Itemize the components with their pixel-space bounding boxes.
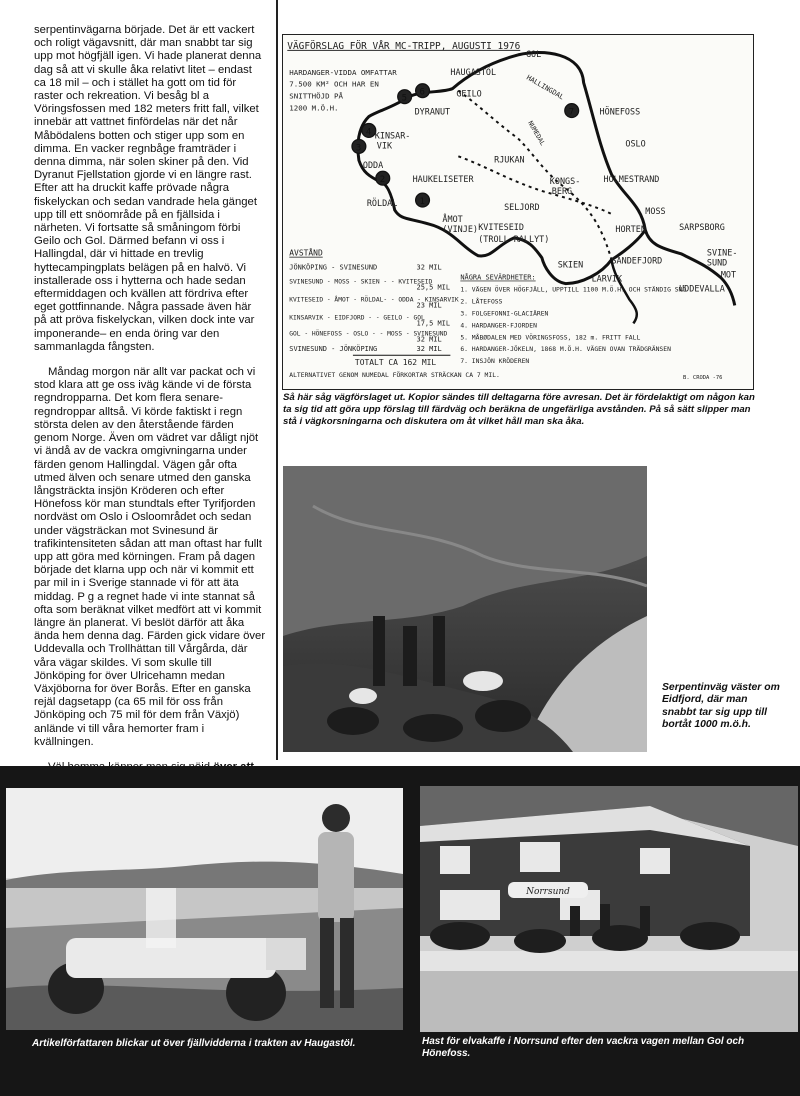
place-rjukan: RJUKAN xyxy=(494,154,525,165)
photo-serpentine-road-image xyxy=(283,466,647,752)
photo-author-haugastol-image xyxy=(6,788,403,1030)
place-svinesund-2: SUND xyxy=(706,257,728,268)
distance-value: 32 MIL xyxy=(416,335,442,344)
column-divider xyxy=(276,0,278,760)
map-title: VÄGFÖRSLAG FÖR VÅR MC-TRIPP, AUGUSTI 1976 xyxy=(287,40,521,52)
sight-item: 1. VÄGEN ÖVER HÖGFJÄLL, UPPTILL 1100 M.Ö.H. OCH STÄNDIG SNÖ xyxy=(460,286,687,294)
place-amot: ÅMOT xyxy=(442,213,463,224)
map-note-line: 1200 M.Ö.H. xyxy=(289,103,339,113)
svg-text:1: 1 xyxy=(419,197,425,208)
distance-route: KINSARVIK - EIDFJORD - - GEILO - GOL xyxy=(289,314,425,322)
photo-author-caption: Artikelförfattaren blickar ut över fjällvidderna i trakten av Haugastöl. xyxy=(32,1038,356,1049)
place-numedal: NUMEDAL xyxy=(526,119,547,148)
svg-text:7: 7 xyxy=(568,107,575,118)
place-haukeliseter: HAUKELISETER xyxy=(412,174,474,185)
distance-route: SVINESUND - JÖNKÖPING xyxy=(289,345,378,354)
place-kviteseid: KVITESEID xyxy=(478,221,524,232)
place-gol: GOL xyxy=(525,48,542,59)
route-map-drawing xyxy=(283,35,753,389)
place-larvik: LARVIK xyxy=(591,273,623,284)
svg-text:5: 5 xyxy=(401,93,408,104)
place-haugastol: HAUGASTÖL xyxy=(450,66,497,77)
place-horten: HORTEN xyxy=(615,223,646,234)
photo-serpentine-caption: Serpentinväg väster om Eidfjord, där man snabbt tar sig upp till bortåt 1000 m.ö.h. xyxy=(662,682,780,731)
distance-value: 23 MIL xyxy=(416,301,442,310)
place-odda: ODDA xyxy=(362,160,384,171)
bottom-photo-band xyxy=(0,766,800,1096)
distance-value: 32 MIL xyxy=(416,345,442,354)
sight-item: 7. INSJÖN KRÖDEREN xyxy=(460,358,530,366)
place-holmestrand: HOLMESTRAND xyxy=(603,174,660,185)
svg-text:2: 2 xyxy=(379,175,386,186)
sight-item: 3. FOLGEFONNI-GLACIÄREN xyxy=(460,310,549,318)
place-hallingdal: HALLINGDAL xyxy=(524,73,566,102)
place-vinje: (VINJE) xyxy=(442,223,478,234)
place-sandefjord: SANDEFJORD xyxy=(611,255,663,266)
distance-route: KVITESEID - ÅMOT - RÖLDAL- - ODDA - KINSARVIK xyxy=(289,296,459,304)
sights-list xyxy=(460,273,686,366)
photo-norrsund-caption: Hast för elvakaffe i Norrsund efter den vackra vagen mellan Gol och Hönefoss. xyxy=(422,1036,745,1059)
map-caption: Så här såg vägförslaget ut. Kopior sändes till deltagarna före avresan. Det är fördelaktigt om någon kan ta sig tid att göra upp förslag till färdväg och beräkna de ungefärliga avstånden. På så sätt slipper man stå i vägkorsningarna och diskutera om åt vilket håll man ska åka. xyxy=(283,392,755,427)
map-note-line: 7.500 KM² OCH HAR EN xyxy=(289,79,379,89)
svg-text:3: 3 xyxy=(355,143,362,154)
place-moss: MOSS xyxy=(645,205,666,216)
place-mot: MOT xyxy=(720,269,737,280)
alternative-note: ALTERNATIVET GENOM NUMEDAL FÖRKORTAR STRÄCKAN CA 7 MIL. xyxy=(289,372,500,380)
route-map xyxy=(282,34,754,390)
article-paragraph-1: serpentinvägarna började. Det är ett vackert och roligt vägavsnitt, där man snabbt tar sig upp mot högfjäll igen. Vi hade planerat denna dag så att vi skulle åka relativt litet – endast ca 18 mil – och i stället ha gott om tid för raster och rekreation. Vi besåg bl a Vöringsfossen med 182 meters fritt fall, vilket innebär att vattnet finfördelas när det når Måbödalens botten och stiger upp som en dimma. En vacker regnbåge framträder i denna dimma, när solen skiner på den. Vid Dyranut Fjellstation gjorde vi en längre rast. Efter att ha druckit kaffe prövade några fiskelyckan och sedan vandrade hela gänget upp till ett snöområde på en fjällsida i närheten. Vi fortsatte så småningom förbi Geilo och Gol. Därmed befann vi oss i Hallingdal, där vi hittade en trevlig hyttecampingplats belägen på en halvö. Vi installerade oss i hytterna och hade sedan eftermiddagen och kvällen att fördriva efter eget gottfinnande. Några passade även här på att pröva fiskelyckan, vilken dock inte var imponerande– en enda öring var den sammanlagda fångsten. xyxy=(34,24,262,353)
sight-item: 2. LÅTEFOSS xyxy=(460,298,503,306)
sight-item: 6. HARDANGER-JÖKELN, 1868 M.Ö.H. VÄGEN OVAN TRÄDGRÄNSEN xyxy=(460,346,671,354)
distance-route: GOL - HÖNEFOSS - OSLO - - MOSS - SVINESUND xyxy=(289,330,448,338)
photo-author-haugastol xyxy=(6,788,403,1030)
distance-title: AVSTÅND xyxy=(289,248,323,258)
place-kinsarvik-2: VIK xyxy=(376,140,393,151)
map-signature: B. CRODA -76 xyxy=(683,375,723,382)
distance-value: 17,5 MIL xyxy=(416,319,451,328)
place-roldal: RÖLDAL xyxy=(366,198,398,209)
place-oslo: OSLO xyxy=(625,138,646,149)
place-honefoss: HÖNEFOSS xyxy=(599,106,641,117)
place-kongsberg-2: BERG xyxy=(551,186,573,197)
place-seljord: SELJORD xyxy=(504,202,540,213)
photo-serpentine-road xyxy=(283,466,647,752)
svg-text:4: 4 xyxy=(365,127,372,138)
sight-item: 5. MÅBØDALEN MED VÖRINGSFOSS, 182 m. FRITT FALL xyxy=(460,334,641,342)
distance-total: TOTALT CA 162 MIL xyxy=(354,358,437,368)
place-dyranut: DYRANUT xyxy=(414,106,451,117)
svg-text:6: 6 xyxy=(419,87,425,98)
cafe-sign: Norrsund xyxy=(526,887,570,897)
distance-value: 32 MIL xyxy=(416,263,442,272)
place-kongsberg: KONGS- xyxy=(549,176,581,187)
distance-route: SVINESUND - MOSS - SKIEN - - KVITESEID xyxy=(289,278,433,286)
place-skien: SKIEN xyxy=(557,259,584,270)
map-note-line: SNITTHÖJD PÅ xyxy=(289,91,344,101)
place-trollrallyt: (TROLL-RALLYT) xyxy=(478,233,550,244)
place-uddevalla: UDDEVALLA xyxy=(679,283,725,294)
photo-norrsund-cafe-image xyxy=(420,786,798,1032)
place-svinesund: SVINE- xyxy=(706,247,738,258)
map-note xyxy=(289,68,397,113)
sight-item: 4. HARDANGER-FJORDEN xyxy=(460,322,537,330)
place-kinsarvik: KINSAR- xyxy=(374,130,411,141)
distance-value: 25,5 MIL xyxy=(416,283,451,292)
place-sarpsborg: SARPSBORG xyxy=(679,221,725,232)
map-note-line: HARDANGER-VIDDA OMFATTAR xyxy=(289,67,397,77)
place-geilo: GEILO xyxy=(456,88,482,99)
article-column xyxy=(34,24,266,852)
distance-route: JÖNKÖPING - SVINESUND xyxy=(289,263,378,272)
sights-title: NÅGRA SEVÄRDHETER: xyxy=(460,273,536,282)
article-paragraph-2: Måndag morgon när allt var packat och vi stod klara att ge oss iväg kände vi de första regndropparna. Det kom flera senare-regndroppar alltså. Vi körde faktiskt i regn största delen av den återstående färden genom Norge. Även om vädret var dåligt njöt vi ändå av de vackra omgivningarna under färden genom Hallingdal. Vägen går ofta utmed älven och senare utmed den ganska långsträckta insjön Kröderen och efter Hönefoss kör man stundtals efter Tyrifjorden nordväst om Oslo i Osloområdet och sedan under vägsträckan mot Svinesund är trafikintensiteten sådan att man oftast har fullt upp att göra med körningen. Fram på dagen började det klarna upp och när vi kommit ett par mil in i Sverige stannade vi för att äta middag. P g a regnet hade vi inte stannat så ofta som beräknat vilket medfört att vi kommit längre än planerat. Vi beslöt därför att åka ända hem denna dag. Färden gick vidare över Uddevalla och Trollhättan till Vårgårda, där våra vägar skildes. Vi som skulle till Jönköping for över Ulricehamn medan Växjöborna for över Borås. Efter en ganska rejäl dagsetapp (ca 65 mil för oss från Jönköping och 75 mil för dem från Växjö) anlände vi till våra hemorter fram i kvällningen. xyxy=(34,366,266,748)
photo-norrsund-cafe xyxy=(420,786,798,1032)
